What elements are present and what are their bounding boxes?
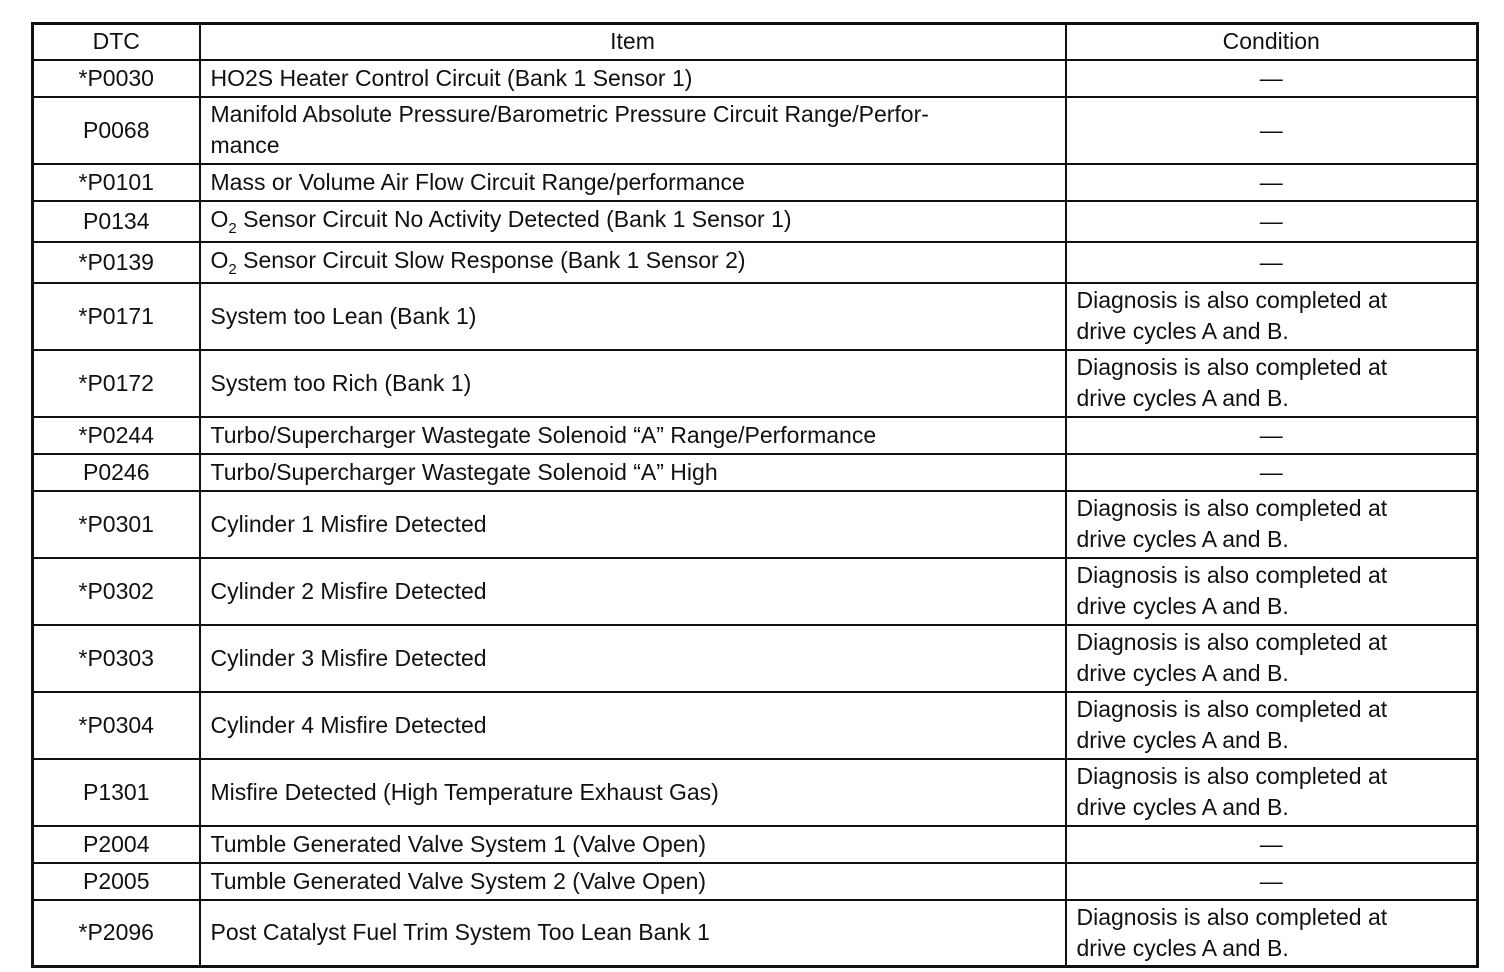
item-description: Cylinder 3 Misfire Detected xyxy=(200,625,1066,692)
table-row xyxy=(33,900,1478,967)
item-prefix: O xyxy=(210,206,229,232)
condition-line: drive cycles A and B. xyxy=(1076,794,1289,820)
condition-cell: — xyxy=(1066,417,1478,454)
header-item: Item xyxy=(200,24,1066,60)
dtc-code: P2004 xyxy=(33,826,200,863)
condition-cell: — xyxy=(1066,454,1478,491)
header-dtc: DTC xyxy=(33,24,200,60)
dtc-code: *P0302 xyxy=(33,558,200,625)
condition-line: Diagnosis is also completed at xyxy=(1076,763,1388,789)
item-description: Mass or Volume Air Flow Circuit Range/performance xyxy=(200,164,1066,201)
item-description: Cylinder 2 Misfire Detected xyxy=(200,558,1066,625)
item-description: HO2S Heater Control Circuit (Bank 1 Sensor 1) xyxy=(200,60,1066,97)
condition-line: Diagnosis is also completed at xyxy=(1076,903,1388,930)
table-row xyxy=(33,242,1478,283)
item-line: mance xyxy=(210,132,280,158)
item-prefix: O xyxy=(210,247,229,273)
item-description xyxy=(200,201,1066,242)
dtc-code: *P2096 xyxy=(33,900,200,967)
condition-cell xyxy=(1066,283,1478,350)
item-description: Cylinder 4 Misfire Detected xyxy=(200,692,1066,759)
condition-cell: — xyxy=(1066,201,1478,242)
table-row xyxy=(33,625,1478,692)
item-rest: Sensor Circuit Slow Response (Bank 1 Sensor 2) xyxy=(236,247,746,273)
condition-cell: — xyxy=(1066,863,1478,900)
condition-cell: — xyxy=(1066,97,1478,164)
table-row xyxy=(33,417,1478,454)
condition-line: Diagnosis is also completed at xyxy=(1076,354,1388,380)
dtc-code: *P0303 xyxy=(33,625,200,692)
item-description: Post Catalyst Fuel Trim System Too Lean Bank 1 xyxy=(200,900,1066,967)
condition-line: drive cycles A and B. xyxy=(1076,593,1289,619)
condition-cell xyxy=(1066,625,1478,692)
item-description: System too Lean (Bank 1) xyxy=(200,283,1066,350)
item-description: Tumble Generated Valve System 2 (Valve Open) xyxy=(200,863,1066,900)
condition-line: Diagnosis is also completed at xyxy=(1076,287,1388,313)
condition-cell xyxy=(1066,491,1478,558)
condition-cell xyxy=(1066,692,1478,759)
dtc-code: P0246 xyxy=(33,454,200,491)
table-row xyxy=(33,454,1478,491)
condition-line: drive cycles A and B. xyxy=(1076,934,1289,961)
table-header-row xyxy=(33,24,1478,60)
dtc-code: P0068 xyxy=(33,97,200,164)
item-description: Cylinder 1 Misfire Detected xyxy=(200,491,1066,558)
condition-line: drive cycles A and B. xyxy=(1076,385,1289,411)
condition-line: drive cycles A and B. xyxy=(1076,727,1289,753)
dtc-code: *P0030 xyxy=(33,60,200,97)
item-line: Manifold Absolute Pressure/Barometric Pressure Circuit Range/Perfor- xyxy=(210,101,929,127)
table-row xyxy=(33,491,1478,558)
table-row xyxy=(33,60,1478,97)
item-subscript: 2 xyxy=(228,261,237,278)
condition-cell: — xyxy=(1066,164,1478,201)
item-description: Turbo/Supercharger Wastegate Solenoid “A” High xyxy=(200,454,1066,491)
table-row xyxy=(33,164,1478,201)
dtc-code: *P0171 xyxy=(33,283,200,350)
table-row xyxy=(33,283,1478,350)
condition-cell: — xyxy=(1066,242,1478,283)
table-row xyxy=(33,863,1478,900)
condition-line: Diagnosis is also completed at xyxy=(1076,696,1388,722)
condition-cell xyxy=(1066,350,1478,417)
dtc-code: P2005 xyxy=(33,863,200,900)
dtc-table xyxy=(31,22,1479,968)
item-description: Turbo/Supercharger Wastegate Solenoid “A” Range/Performance xyxy=(200,417,1066,454)
dtc-code: *P0139 xyxy=(33,242,200,283)
dtc-code: P0134 xyxy=(33,201,200,242)
condition-cell: — xyxy=(1066,826,1478,863)
condition-line: Diagnosis is also completed at xyxy=(1076,629,1388,655)
condition-line: Diagnosis is also completed at xyxy=(1076,495,1388,521)
table-row xyxy=(33,692,1478,759)
condition-cell xyxy=(1066,759,1478,826)
table-row xyxy=(33,558,1478,625)
item-rest: Sensor Circuit No Activity Detected (Bank 1 Sensor 1) xyxy=(236,206,792,232)
dtc-code: *P0301 xyxy=(33,491,200,558)
condition-cell xyxy=(1066,558,1478,625)
condition-line: drive cycles A and B. xyxy=(1076,318,1289,344)
item-description: Misfire Detected (High Temperature Exhaust Gas) xyxy=(200,759,1066,826)
dtc-code: *P0101 xyxy=(33,164,200,201)
condition-cell: — xyxy=(1066,60,1478,97)
dtc-code: *P0244 xyxy=(33,417,200,454)
condition-line: drive cycles A and B. xyxy=(1076,526,1289,552)
header-condition: Condition xyxy=(1066,24,1478,60)
condition-line: drive cycles A and B. xyxy=(1076,660,1289,686)
table-row xyxy=(33,350,1478,417)
dtc-code: *P0304 xyxy=(33,692,200,759)
table-row xyxy=(33,201,1478,242)
table-row xyxy=(33,97,1478,164)
condition-line: Diagnosis is also completed at xyxy=(1076,562,1388,588)
item-description xyxy=(200,242,1066,283)
item-description: Tumble Generated Valve System 1 (Valve Open) xyxy=(200,826,1066,863)
item-description: System too Rich (Bank 1) xyxy=(200,350,1066,417)
item-subscript: 2 xyxy=(228,220,237,237)
dtc-code: *P0172 xyxy=(33,350,200,417)
item-description xyxy=(200,97,1066,164)
dtc-code: P1301 xyxy=(33,759,200,826)
condition-cell xyxy=(1066,900,1478,967)
table-row xyxy=(33,826,1478,863)
table-row xyxy=(33,759,1478,826)
